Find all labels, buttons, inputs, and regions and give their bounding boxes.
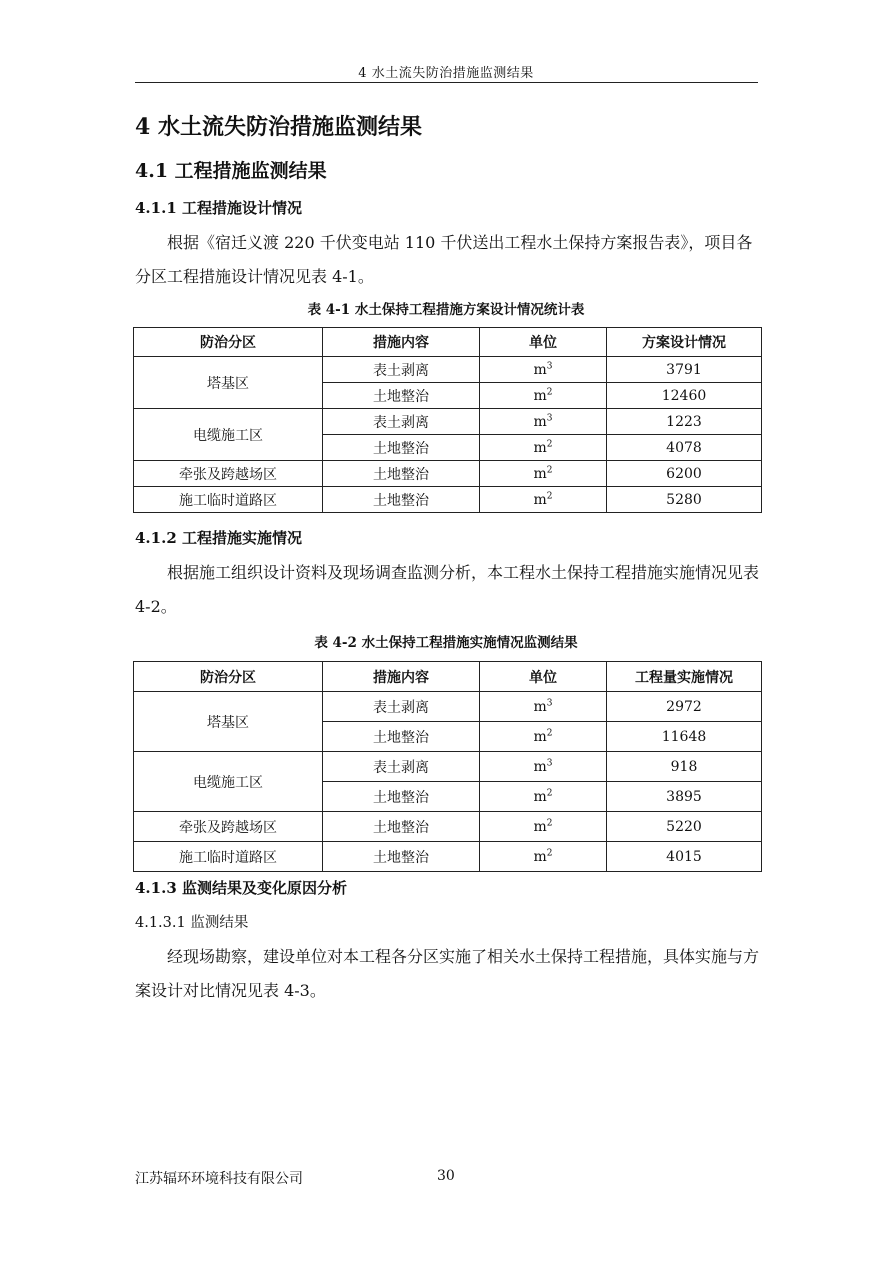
table-4-1	[133, 327, 762, 513]
table-4-2-caption: 表 4-2 水土保持工程措施实施情况监测结果	[314, 635, 578, 651]
table-row	[134, 812, 762, 842]
table-row	[134, 487, 762, 513]
paragraph-4-1-2: 根据施工组织设计资料及现场调查监测分析，本工程水土保持工程措施实施情况见表 4-2。	[135, 563, 760, 616]
zone-cell: 塔基区	[134, 692, 323, 752]
unit-cell: $m^2$	[480, 812, 607, 842]
table-4-2	[133, 661, 762, 872]
running-header: 4 水土流失防治措施监测结果	[358, 66, 534, 81]
table-header-row	[134, 328, 762, 357]
column-header: 措施内容	[323, 328, 480, 357]
column-header: 方案设计情况	[607, 328, 762, 357]
subsection-heading-4-1-2: 4.1.2 工程措施实施情况	[135, 529, 302, 547]
measure-cell: 土地整治	[323, 722, 480, 752]
unit-cell: $m^3$	[480, 357, 607, 383]
unit-cell: $m^3$	[480, 752, 607, 782]
zone-cell: 牵张及跨越场区	[134, 461, 323, 487]
value-cell: 6200	[607, 461, 762, 487]
measure-cell: 表土剥离	[323, 357, 480, 383]
measure-cell: 土地整治	[323, 812, 480, 842]
table-row	[134, 357, 762, 383]
table-row	[134, 752, 762, 782]
value-cell: 4078	[607, 435, 762, 461]
value-cell: 4015	[607, 842, 762, 872]
unit-cell: $m^2$	[480, 842, 607, 872]
table-row	[134, 842, 762, 872]
table-header-row	[134, 662, 762, 692]
unit-cell: $m^2$	[480, 461, 607, 487]
subsection-heading-4-1-3: 4.1.3 监测结果及变化原因分析	[135, 879, 347, 897]
measure-cell: 土地整治	[323, 782, 480, 812]
column-header: 工程量实施情况	[607, 662, 762, 692]
footer-company: 江苏辐环环境科技有限公司	[135, 1171, 303, 1187]
value-cell: 1223	[607, 409, 762, 435]
column-header: 防治分区	[134, 328, 323, 357]
measure-cell: 土地整治	[323, 461, 480, 487]
unit-cell: $m^2$	[480, 435, 607, 461]
value-cell: 12460	[607, 383, 762, 409]
unit-cell: $m^2$	[480, 782, 607, 812]
value-cell: 5220	[607, 812, 762, 842]
value-cell: 11648	[607, 722, 762, 752]
measure-cell: 表土剥离	[323, 409, 480, 435]
column-header: 防治分区	[134, 662, 323, 692]
table-row	[134, 461, 762, 487]
page-number: 30	[437, 1168, 455, 1184]
measure-cell: 土地整治	[323, 383, 480, 409]
value-cell: 3895	[607, 782, 762, 812]
zone-cell: 电缆施工区	[134, 409, 323, 461]
unit-cell: $m^2$	[480, 383, 607, 409]
column-header: 单位	[480, 662, 607, 692]
zone-cell: 施工临时道路区	[134, 842, 323, 872]
chapter-heading: 4 水土流失防治措施监测结果	[135, 114, 422, 140]
value-cell: 918	[607, 752, 762, 782]
zone-cell: 施工临时道路区	[134, 487, 323, 513]
table-4-1-caption: 表 4-1 水土保持工程措施方案设计情况统计表	[307, 302, 585, 318]
column-header: 措施内容	[323, 662, 480, 692]
paragraph-4-1-3-1: 经现场勘察，建设单位对本工程各分区实施了相关水土保持工程措施，具体实施与方案设计对比情况见表 4-3。	[135, 947, 760, 1000]
zone-cell: 牵张及跨越场区	[134, 812, 323, 842]
zone-cell: 电缆施工区	[134, 752, 323, 812]
unit-cell: $m^3$	[480, 692, 607, 722]
measure-cell: 表土剥离	[323, 752, 480, 782]
measure-cell: 土地整治	[323, 842, 480, 872]
value-cell: 5280	[607, 487, 762, 513]
section-heading: 4.1 工程措施监测结果	[135, 160, 327, 182]
paragraph-4-1-1: 根据《宿迁义渡 220 千伏变电站 110 千伏送出工程水土保持方案报告表》，项目各分区工程措施设计情况见表 4-1。	[135, 233, 753, 286]
unit-cell: $m^2$	[480, 487, 607, 513]
table-row	[134, 409, 762, 435]
table-row	[134, 692, 762, 722]
subsection-heading-4-1-1: 4.1.1 工程措施设计情况	[135, 199, 302, 217]
unit-cell: $m^3$	[480, 409, 607, 435]
measure-cell: 土地整治	[323, 435, 480, 461]
value-cell: 2972	[607, 692, 762, 722]
sub-subsection-heading-4-1-3-1: 4.1.3.1 监测结果	[135, 915, 249, 931]
value-cell: 3791	[607, 357, 762, 383]
header-rule	[135, 82, 758, 83]
column-header: 单位	[480, 328, 607, 357]
measure-cell: 土地整治	[323, 487, 480, 513]
measure-cell: 表土剥离	[323, 692, 480, 722]
zone-cell: 塔基区	[134, 357, 323, 409]
unit-cell: $m^2$	[480, 722, 607, 752]
